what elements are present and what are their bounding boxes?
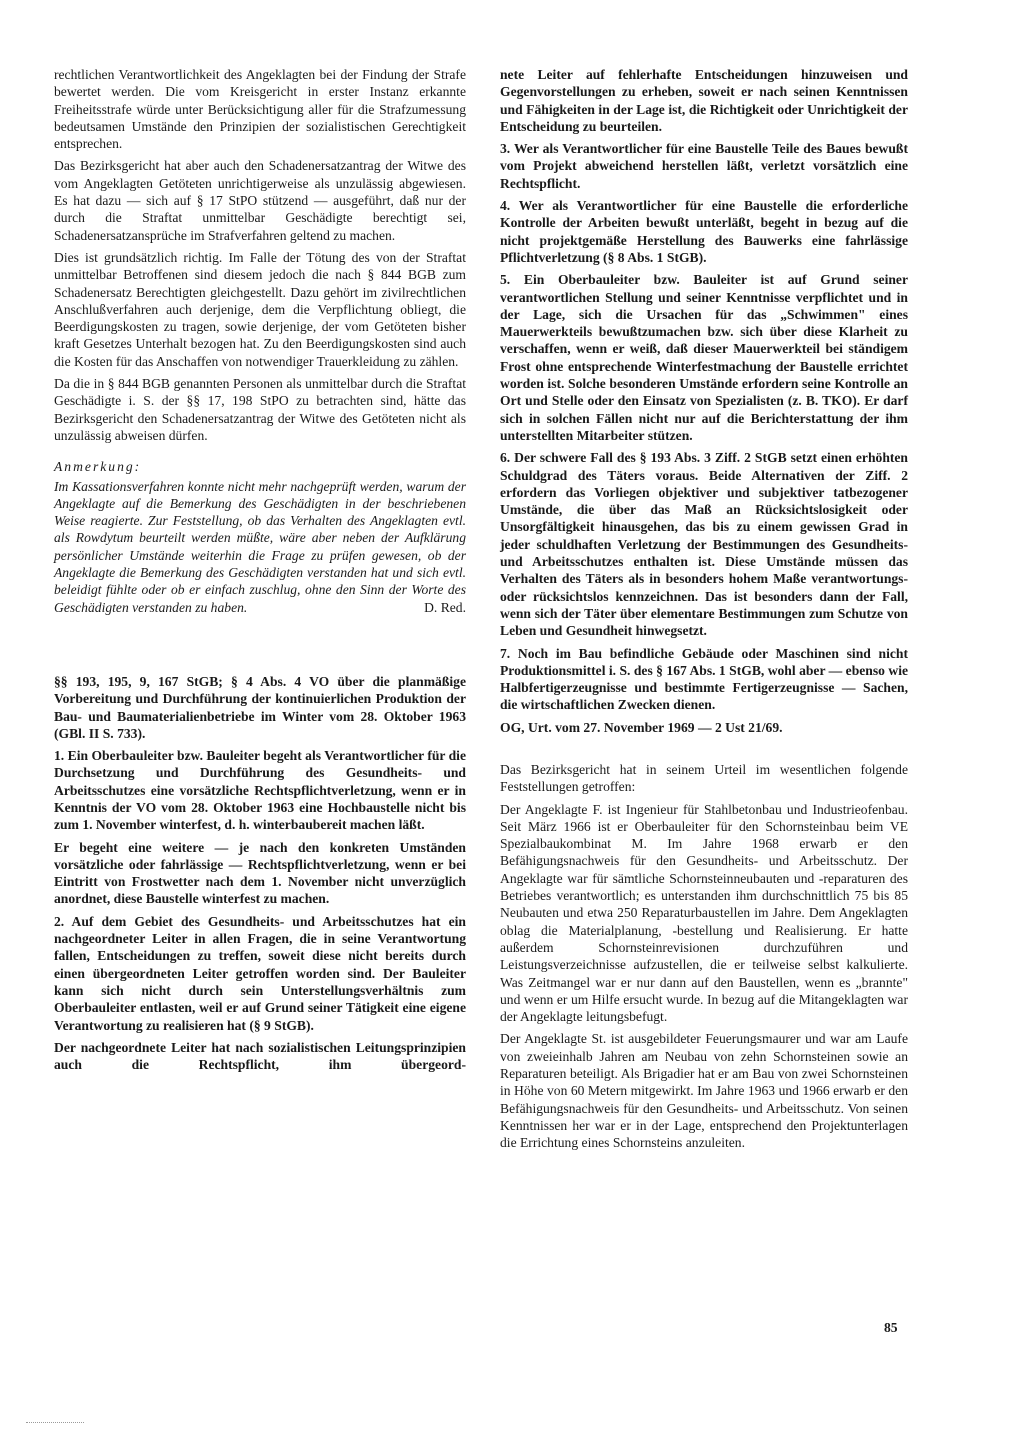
editor-note [54, 478, 466, 616]
section-gap [54, 621, 466, 673]
body-paragraph: Der Angeklagte F. ist Ingenieur für Stahlbetonbau und Industrieofenbau. Seit März 1966 ist er Oberbauleiter für den Schornsteinbau beim VE Spezialbaukombinat M. Im Jahre 1968 erwarb er den Befähigungsnachweis für den Gesundheits- und Arbeitsschutz. Der Angeklagte war für sämtliche Schornsteinneubauten und -reparaturen des Betriebes verantwortlich; es unterstanden ihm durchschnittlich 75 bis 85 Neubauten und etwa 250 Reparaturbaustellen im Jahre. Dem Angeklagten oblag die Materialplanung, -bestellung und Realisierung. Er hatte außerdem Schornsteinrevisionen durchzuführen und Leistungsverzeichnisse aufzustellen, die er teilweise selbst kalkulierte. Was Zeitmangel war er nur dann auf den Baustellen, wenn es „brannte" und wenn er um Hilfe ersucht wurde. In bezug auf die Mitangeklagten war der Angeklagte leitungsbefugt. [500, 801, 908, 1025]
headnote-item: 1. Ein Oberbauleiter bzw. Bauleiter begeht als Verantwortlicher für die Durchsetzung und Durchführung des Gesundheits- und Arbeitsschutzes eine vorsätzliche Rechtspflichtverletzung, wenn er in Kenntnis der VO vom 28. Oktober 1963 eine Hochbaustelle nicht bis zum 1. November winterfest, d. h. winterbaubereit machen läßt. [54, 748, 466, 833]
headnote-item: 3. Wer als Verantwortlicher für eine Baustelle Teile des Baues bewußt vom Projekt abweichend herstellen läßt, verletzt vorsätzlich eine Rechtspflicht. [500, 141, 908, 191]
headnote-item: 2. Auf dem Gebiet des Gesundheits- und Arbeitsschutzes hat ein nachgeordneter Leiter in allen Fragen, die in seine Verantwortung fallen, Entscheidungen zu treffen, soweit diese nicht bereits durch einen übergeordneten Leiter getroffen worden sind. Der Bauleiter kann sich nicht durch sein Unterstellungsverhältnis zum Oberbauleiter entlasten, weil er auf Grund seiner Tätigkeit eine eigene Verantwortung zu realisieren hat (§ 9 StGB). [54, 913, 466, 1033]
decision-citation: OG, Urt. vom 27. November 1969 — 2 Ust 21/69. [500, 719, 783, 735]
headnote-item: nete Leiter auf fehlerhafte Entscheidungen hinzuweisen und Gegenvorstellungen zu erheben, soweit er nach seinen Kenntnissen und Fähigkeiten in der Lage ist, die Richtigkeit oder Unrichtigkeit der Entscheidung zu beurteilen. [500, 67, 908, 134]
note-text: Im Kassationsverfahren konnte nicht mehr nachgeprüft werden, warum der Angeklagte auf die Bemerkung des Geschädigten in der beschriebenen Weise reagierte. Zur Feststellung, ob das Verhalten des Angeklagten evtl. als Rowdytum beurteilt werden müßte, wäre aber neben der Aufklärung persönlicher Umstände weiterhin die Frage zu prüfen gewesen, ob der Angeklagte die Bemerkung des Geschädigten verstanden hat und sich evtl. beleidigt fühlte oder ob er einfach zuschlug, ohne den Sinn der Worte des Geschädigten verstanden zu haben. [54, 478, 466, 615]
headnote-item: 4. Wer als Verantwortlicher für eine Baustelle die erforderliche Kontrolle der Arbeiten bewußt unterläßt, begeht in bezug auf die nicht projektgemäße Herstellung des Bauwerks eine fahrlässige Pflichtverletzung (§ 8 Abs. 1 StGB). [500, 198, 908, 265]
body-paragraph: Das Bezirksgericht hat aber auch den Schadenersatzantrag der Witwe des vom Angeklagten Getöteten unrichtigerweise als unzulässig abgewiesen. Es hat dazu — sich auf § 17 StPO stützend — ausgeführt, daß nur der durch die Straftat unmittelbar Geschädigte berechtigt sei, Schadenersatzansprüche im Strafverfahren geltend zu machen. [54, 158, 466, 243]
headnote-block-continued [500, 66, 908, 736]
scan-footer-mark [26, 1422, 84, 1427]
headnote-block [54, 673, 466, 1074]
headnote-item: 6. Der schwere Fall des § 193 Abs. 3 Ziff. 2 StGB setzt einen erhöhten Schuldgrad des Täters voraus. Beide Alternativen der Ziff. 2 erfordern das Vorliegen objektiver und subjektiver tatbezogener Umstände, die über das Maß an Rücksichtslosigkeit oder Unsorgfältigkeit hinausgehen, das bis zu einem gewissen Grad in jeder schuldhaften Verletzung der Bestimmungen des Gesundheits- und Arbeitsschutzes enthalten ist. Diese Umstände müssen das Verhalten des Täters als in besonders hohem Maße verantwortungs- oder rücksichtslos kennzeichnen. Das ist besonders dann der Fall, wenn sich der Täter über elementare Bestimmungen zum Schutze von Leben und Gesundheit hinwegsetzt. [500, 450, 908, 639]
body-paragraph: Dies ist grundsätzlich richtig. Im Falle der Tötung des von der Straftat unmittelbar Betroffenen sind diesem jedoch die nach § 844 BGB zum Schadenersatz Berechtigten gleichgestellt. Dazu gehört im zivilrechtlichen Anschlußverfahren auch derjenige, dem die Verpflichtung obliegt, die Beerdigungskosten zu tragen, sowie derjenige, der vom Getöteten bisher kraft Gesetzes Unterhalt bezogen hat. Zu den Beerdigungskosten sind auch die Kosten für das Anschaffen von notwendiger Trauerkleidung zu zählen. [54, 249, 466, 369]
body-paragraph: rechtlichen Verantwortlichkeit des Angeklagten bei der Findung der Strafe bewertet werden. Die vom Kreisgericht in erster Instanz erkannte Freiheitsstrafe würde unter Berücksichtigung aller für die Strafzumessung bedeutsamen Umstände den Prinzipien der sozialistischen Gerechtigkeit entsprechen. [54, 67, 466, 152]
note-signature: D. Red. [424, 599, 466, 615]
headnote-item: 5. Ein Oberbauleiter bzw. Bauleiter ist auf Grund seiner verantwortlichen Stellung und seiner Kenntnisse verpflichtet und in der Lage, sich die Ursachen für das „Schwimmen" eines Mauerwerkteils bewußtzumachen bzw. sich über diese Klarheit zu verschaffen, wenn er weiß, daß dieser Mauerwerkteil bei ständigem Frost ohne entsprechende Winterfestmachung der Baustelle errichtet worden ist. Solche besonderen Umstände erfordern seine Kontrolle an Ort und Stelle oder den Einsatz von Spezialisten (z. B. TKO). Er darf sich in solchen Fällen nicht nur auf die Berichterstattung der ihm unterstellten Mitarbeiter stützen. [500, 272, 908, 443]
headnote-item: Er begeht eine weitere — je nach den konkreten Umständen vorsätzliche oder fahrlässige — Rechtspflichtverletzung, wenn er bei Eintritt von Frostwetter nach dem 1. November nicht unverzüglich anordnet, diese Baustelle winterfest zu machen. [54, 839, 466, 907]
page-number: 85 [884, 1320, 898, 1335]
left-column [54, 66, 466, 1078]
note-heading: Anmerkung: [54, 459, 142, 475]
headnote-item: 7. Noch im Bau befindliche Gebäude oder Maschinen sind nicht Produktionsmittel i. S. des § 167 Abs. 1 StGB, wohl aber — ebenso wie Halbfertigerzeugnisse und bestimmte Fertigerzeugnisse — Sachen, die wirtschaftlichen Zwecken dienen. [500, 645, 908, 713]
section-gap [500, 741, 908, 761]
body-paragraph: Das Bezirksgericht hat in seinem Urteil im wesentlichen folgende Feststellungen getroffen: [500, 761, 908, 795]
right-column [500, 66, 908, 1157]
body-paragraph: Der Angeklagte St. ist ausgebildeter Feuerungsmaurer und war am Laufe von zweieinhalb Jahren am Neubau von zehn Schornsteinen sowie an Reparaturen beteiligt. Als Brigadier hat er am Bau von zwei Schornsteinen in Höhe von 60 Metern mitgewirkt. Im Jahre 1963 und 1966 erwarb er den Befähigungsnachweis für den Gesundheits- und Arbeitsschutz. Von seinen Kenntnissen her war er in der Lage, entsprechend den Projektunterlagen die Errichtung eines Schornsteins anzuleiten. [500, 1031, 908, 1151]
body-paragraph: Da die in § 844 BGB genannten Personen als unmittelbar durch die Straftat Geschädigte i. S. der §§ 17, 198 StPO zu betrachten sind, hätte das Bezirksgericht den Schadenersatzantrag der Witwe des Getöteten nicht als unzulässig abweisen dürfen. [54, 376, 466, 443]
headnote-item: Der nachgeordnete Leiter hat nach sozialistischen Leitungsprinzipien auch die Rechtspflicht, ihm übergeord- [54, 1039, 466, 1073]
headnote-title: §§ 193, 195, 9, 167 StGB; § 4 Abs. 4 VO über die planmäßige Vorbereitung und Durchführung der kontinuierlichen Produktion der Bau- und Baumaterialienbetriebe im Winter vom 28. Oktober 1963 (GBl. II S. 733). [54, 673, 466, 741]
